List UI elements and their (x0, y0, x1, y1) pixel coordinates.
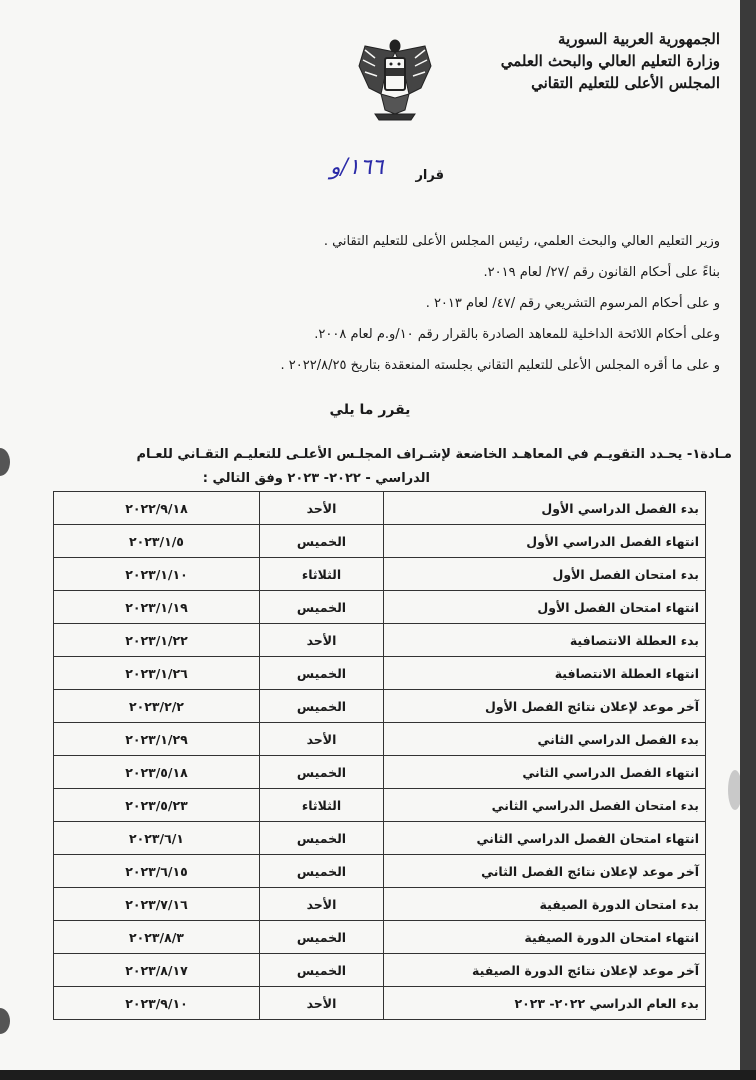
day-cell: الخميس (260, 822, 384, 855)
day-cell: الخميس (260, 954, 384, 987)
date-cell: ٢٠٢٣/٢/٢ (54, 690, 260, 723)
date-cell: ٢٠٢٣/٥/٢٣ (54, 789, 260, 822)
day-cell: الخميس (260, 690, 384, 723)
article-1-line1: مـادة١- يحـدد التقويـم في المعاهـد الخاضعة لإشـراف المجلـس الأعلـى للتعليـم التقـاني للعـام (136, 447, 732, 462)
date-cell: ٢٠٢٣/٩/١٠ (54, 987, 260, 1020)
event-cell: انتهاء الفصل الدراسي الثاني (384, 756, 706, 789)
table-row (54, 855, 706, 888)
event-cell: بدء امتحان الفصل الدراسي الثاني (384, 789, 706, 822)
event-cell: آخر موعد لإعلان نتائج الفصل الأول (384, 690, 706, 723)
table-row (54, 690, 706, 723)
table-row (54, 822, 706, 855)
date-cell: ٢٠٢٣/١/١٩ (54, 591, 260, 624)
date-cell: ٢٠٢٣/٧/١٦ (54, 888, 260, 921)
punch-hole (0, 448, 10, 476)
date-cell: ٢٠٢٣/٨/٣ (54, 921, 260, 954)
day-cell: الخميس (260, 756, 384, 789)
table-row (54, 525, 706, 558)
day-cell: الخميس (260, 921, 384, 954)
preamble-line: وعلى أحكام اللائحة الداخلية للمعاهد الصادرة بالقرار رقم ١٠/و.م لعام ٢٠٠٨. (314, 327, 720, 342)
day-cell: الخميس (260, 525, 384, 558)
preamble-line: وزير التعليم العالي والبحث العلمي، رئيس المجلس الأعلى للتعليم التقاني . (323, 234, 720, 249)
table-row (54, 624, 706, 657)
table-row (54, 657, 706, 690)
table-row (54, 591, 706, 624)
decision-label: قرار (415, 168, 444, 183)
table-row (54, 756, 706, 789)
event-cell: بدء الفصل الدراسي الثاني (384, 723, 706, 756)
preamble-line: و على أحكام المرسوم التشريعي رقم /٤٧/ لعام ٢٠١٣ . (425, 296, 720, 311)
resolution-heading: يقرر ما يلي (329, 402, 411, 418)
preamble-line: بناءً على أحكام القانون رقم /٢٧/ لعام ٢٠١٩. (483, 265, 720, 280)
date-cell: ٢٠٢٣/١/١٠ (54, 558, 260, 591)
letterhead-ministry: وزارة التعليم العالي والبحث العلمي (500, 52, 720, 70)
letterhead-country: الجمهورية العربية السورية (558, 30, 720, 48)
event-cell: بدء العام الدراسي ٢٠٢٢- ٢٠٢٣ (384, 987, 706, 1020)
date-cell: ٢٠٢٣/٦/١٥ (54, 855, 260, 888)
table-row (54, 789, 706, 822)
event-cell: انتهاء العطلة الانتصافية (384, 657, 706, 690)
event-cell: انتهاء الفصل الدراسي الأول (384, 525, 706, 558)
punch-hole (0, 1008, 10, 1034)
event-cell: انتهاء امتحان الدورة الصيفية (384, 921, 706, 954)
event-cell: بدء امتحان الدورة الصيفية (384, 888, 706, 921)
day-cell: الأحد (260, 492, 384, 525)
day-cell: الخميس (260, 591, 384, 624)
event-cell: انتهاء امتحان الفصل الدراسي الثاني (384, 822, 706, 855)
bottom-bar (0, 1070, 756, 1080)
day-cell: الأحد (260, 624, 384, 657)
event-cell: بدء امتحان الفصل الأول (384, 558, 706, 591)
date-cell: ٢٠٢٣/٨/١٧ (54, 954, 260, 987)
date-cell: ٢٠٢٣/١/٢٦ (54, 657, 260, 690)
article-1-line2: الدراسي - ٢٠٢٢- ٢٠٢٣ وفق التالي : (202, 471, 430, 486)
day-cell: الخميس (260, 657, 384, 690)
date-cell: ٢٠٢٣/٦/١ (54, 822, 260, 855)
table-row (54, 954, 706, 987)
date-cell: ٢٠٢٢/٩/١٨ (54, 492, 260, 525)
preamble (30, 226, 720, 381)
decision-number: ١٦٦/و (330, 155, 384, 180)
table-row (54, 888, 706, 921)
page-edge-mark (728, 770, 740, 810)
day-cell: الأحد (260, 987, 384, 1020)
date-cell: ٢٠٢٣/١/٢٩ (54, 723, 260, 756)
day-cell: الأحد (260, 888, 384, 921)
table-row (54, 723, 706, 756)
table-row (54, 921, 706, 954)
letterhead-council: المجلس الأعلى للتعليم التقاني (531, 74, 720, 92)
event-cell: بدء الفصل الدراسي الأول (384, 492, 706, 525)
table-row (54, 987, 706, 1020)
day-cell: الثلاثاء (260, 558, 384, 591)
day-cell: الثلاثاء (260, 789, 384, 822)
table-row (54, 492, 706, 525)
academic-calendar-table (53, 491, 706, 1020)
preamble-line: و على ما أقره المجلس الأعلى للتعليم التقاني بجلسته المنعقدة بتاريخ ٢٠٢٢/٨/٢٥ . (280, 358, 720, 373)
date-cell: ٢٠٢٣/١/٢٢ (54, 624, 260, 657)
day-cell: الأحد (260, 723, 384, 756)
event-cell: آخر موعد لإعلان نتائج الفصل الثاني (384, 855, 706, 888)
date-cell: ٢٠٢٣/٥/١٨ (54, 756, 260, 789)
day-cell: الخميس (260, 855, 384, 888)
letterhead (501, 28, 720, 94)
table-row (54, 558, 706, 591)
event-cell: آخر موعد لإعلان نتائج الدورة الصيفية (384, 954, 706, 987)
date-cell: ٢٠٢٣/١/٥ (54, 525, 260, 558)
eagle-emblem-icon (355, 36, 435, 126)
event-cell: انتهاء امتحان الفصل الأول (384, 591, 706, 624)
event-cell: بدء العطلة الانتصافية (384, 624, 706, 657)
